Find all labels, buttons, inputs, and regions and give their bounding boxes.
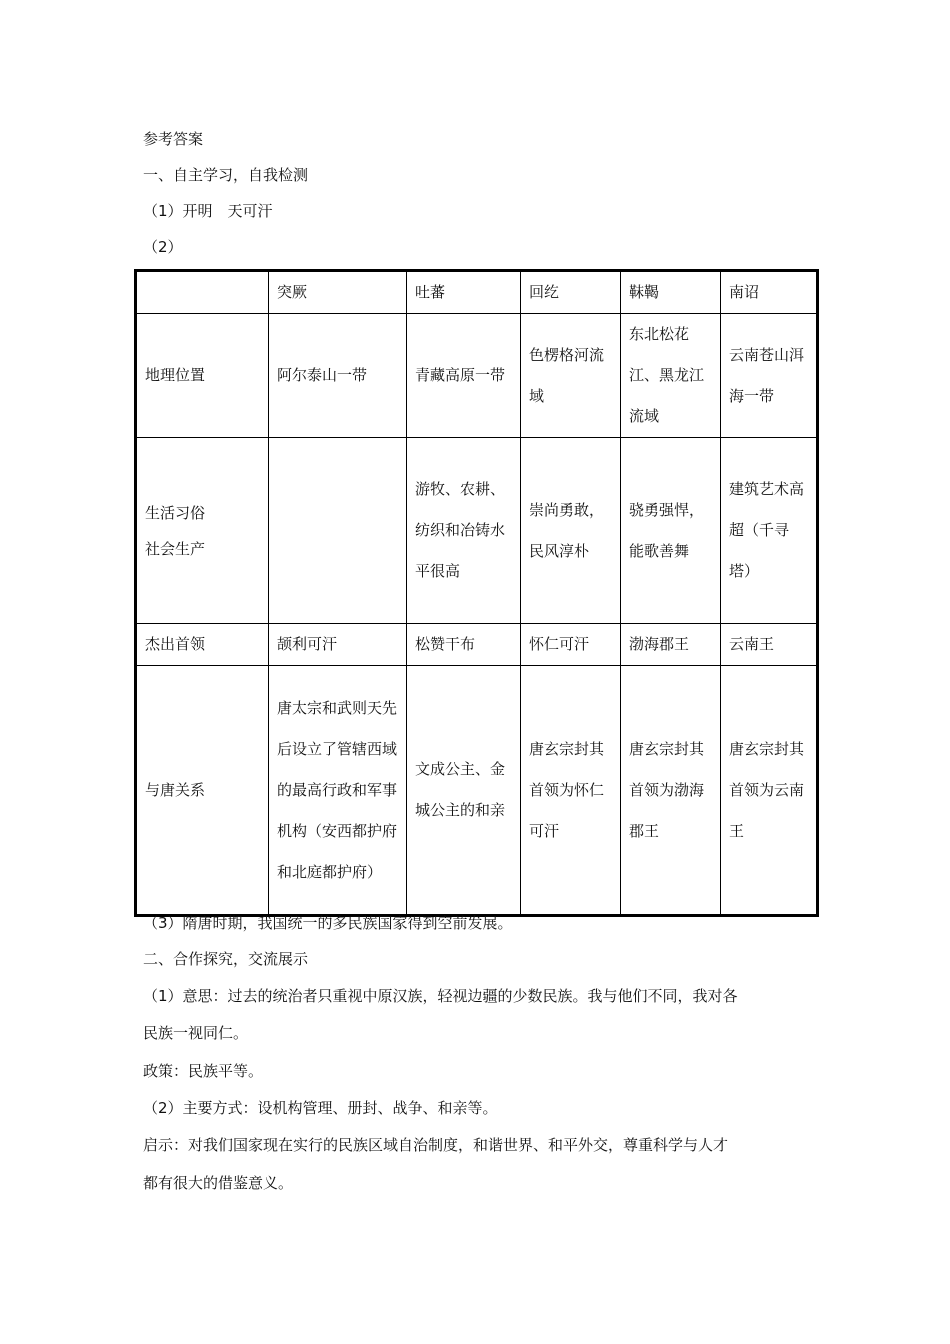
table-row-leaders xyxy=(136,624,818,666)
paragraph-insight-line1: 启示：对我们国家现在实行的民族区域自治制度，和谐世界、和平外交，尊重科学与人才 xyxy=(143,1136,729,1154)
cell-location-huihe: 色楞格河流域 xyxy=(521,314,621,438)
paragraph-insight-line2: 都有很大的借鉴意义。 xyxy=(143,1174,294,1192)
cell-relation-mohe: 唐玄宗封其首领为渤海郡王 xyxy=(621,666,721,916)
paragraph-meaning-line1: （1）意思：过去的统治者只重视中原汉族，轻视边疆的少数民族。我与他们不同，我对各 xyxy=(143,987,738,1005)
cell-leader-mohe: 渤海郡王 xyxy=(621,624,721,666)
header-cell-huihe: 回纥 xyxy=(521,271,621,314)
cell-leader-tubo: 松赞干布 xyxy=(407,624,521,666)
cell-customs-tubo: 游牧、农耕、纺织和冶铸水平很高 xyxy=(407,438,521,624)
row-label-customs: 生活习俗 社会生产 xyxy=(136,438,269,624)
row-label-relations: 与唐关系 xyxy=(136,666,269,916)
header-cell-tujue: 突厥 xyxy=(269,271,407,314)
page-title: 参考答案 xyxy=(143,130,204,148)
answer-3: （3）隋唐时期，我国统一的多民族国家得到空前发展。 xyxy=(143,914,513,932)
answer-2-label: （2） xyxy=(143,238,183,256)
cell-relation-tujue: 唐太宗和武则天先后设立了管辖西域的最高行政和军事机构（安西都护府和北庭都护府） xyxy=(269,666,407,916)
cell-location-mohe: 东北松花江、黑龙江流域 xyxy=(621,314,721,438)
row-label-location: 地理位置 xyxy=(136,314,269,438)
cell-relation-huihe: 唐玄宗封其首领为怀仁可汗 xyxy=(521,666,621,916)
header-cell-empty xyxy=(136,271,269,314)
table-row-relations xyxy=(136,666,818,916)
ethnic-groups-table xyxy=(134,269,819,917)
cell-location-tujue: 阿尔泰山一带 xyxy=(269,314,407,438)
section-heading-1: 一、自主学习，自我检测 xyxy=(143,166,309,184)
cell-leader-nanzhao: 云南王 xyxy=(721,624,818,666)
cell-relation-tubo: 文成公主、金城公主的和亲 xyxy=(407,666,521,916)
cell-customs-mohe: 骁勇强悍，能歌善舞 xyxy=(621,438,721,624)
section-heading-2: 二、合作探究，交流展示 xyxy=(143,950,309,968)
table-header-row xyxy=(136,271,818,314)
cell-leader-tujue: 颉利可汗 xyxy=(269,624,407,666)
cell-customs-tujue xyxy=(269,438,407,624)
header-cell-nanzhao: 南诏 xyxy=(721,271,818,314)
paragraph-meaning-line2: 民族一视同仁。 xyxy=(143,1024,249,1042)
header-cell-tubo: 吐蕃 xyxy=(407,271,521,314)
paragraph-methods: （2）主要方式：设机构管理、册封、战争、和亲等。 xyxy=(143,1099,498,1117)
cell-customs-huihe: 崇尚勇敢，民风淳朴 xyxy=(521,438,621,624)
row-label-leaders: 杰出首领 xyxy=(136,624,269,666)
cell-leader-huihe: 怀仁可汗 xyxy=(521,624,621,666)
header-cell-mohe: 靺鞨 xyxy=(621,271,721,314)
cell-location-nanzhao: 云南苍山洱海一带 xyxy=(721,314,818,438)
cell-relation-nanzhao: 唐玄宗封其首领为云南王 xyxy=(721,666,818,916)
cell-location-tubo: 青藏高原一带 xyxy=(407,314,521,438)
table-row-location xyxy=(136,314,818,438)
table-row-customs xyxy=(136,438,818,624)
cell-customs-nanzhao: 建筑艺术高超（千寻塔） xyxy=(721,438,818,624)
paragraph-policy: 政策：民族平等。 xyxy=(143,1062,264,1080)
answer-1: （1）开明 天可汗 xyxy=(143,202,273,220)
